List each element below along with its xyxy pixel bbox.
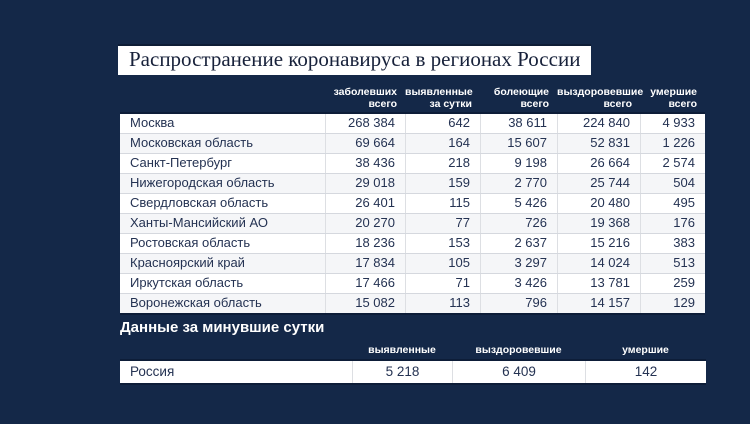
infected-total-value: 268 384 [325, 114, 405, 133]
daily-column-header-detected: выявленные [368, 344, 436, 356]
table-row [120, 274, 705, 294]
daily-recovered-value: 6 409 [452, 361, 585, 383]
infected-total-value: 17 466 [325, 274, 405, 293]
column-header-detected-daily: выявленные за сутки [405, 86, 473, 110]
column-header-recovered-total: выздоровевшие всего [557, 86, 644, 110]
table-row [120, 214, 705, 234]
recovered-total-value: 26 664 [557, 154, 640, 173]
recovered-total-value: 14 024 [557, 254, 640, 273]
region-name: Красноярский край [130, 255, 245, 270]
column-header-deaths-total: умершие всего [650, 86, 697, 110]
title-box [118, 46, 591, 75]
deaths-total-value: 176 [640, 214, 705, 233]
sick-total-value: 2 637 [480, 234, 557, 253]
detected-daily-value: 164 [405, 134, 480, 153]
sick-total-value: 796 [480, 294, 557, 313]
detected-daily-value: 159 [405, 174, 480, 193]
region-name: Иркутская область [130, 275, 244, 290]
page-title: Распространение коронавируса в регионах России [129, 47, 581, 71]
recovered-total-value: 20 480 [557, 194, 640, 213]
daily-deaths-value: 142 [585, 361, 706, 383]
deaths-total-value: 495 [640, 194, 705, 213]
daily-table-header-row [120, 344, 706, 357]
daily-detected-value: 5 218 [352, 361, 452, 383]
deaths-total-value: 2 574 [640, 154, 705, 173]
recovered-total-value: 19 368 [557, 214, 640, 233]
detected-daily-value: 218 [405, 154, 480, 173]
sick-total-value: 38 611 [480, 114, 557, 133]
region-name: Ханты-Мансийский АО [130, 215, 268, 230]
deaths-total-value: 383 [640, 234, 705, 253]
recovered-total-value: 224 840 [557, 114, 640, 133]
deaths-total-value: 259 [640, 274, 705, 293]
detected-daily-value: 71 [405, 274, 480, 293]
sick-total-value: 726 [480, 214, 557, 233]
region-name: Московская область [130, 135, 254, 150]
region-name: Свердловская область [130, 195, 269, 210]
main-table-header-row [120, 82, 705, 110]
daily-column-header-region [120, 344, 352, 357]
country-name: Россия [130, 364, 175, 379]
infected-total-value: 17 834 [325, 254, 405, 273]
table-row [120, 114, 705, 134]
infected-total-value: 26 401 [325, 194, 405, 213]
infected-total-value: 29 018 [325, 174, 405, 193]
deaths-total-value: 129 [640, 294, 705, 313]
table-row [120, 254, 705, 274]
recovered-total-value: 25 744 [557, 174, 640, 193]
sick-total-value: 5 426 [480, 194, 557, 213]
detected-daily-value: 642 [405, 114, 480, 133]
region-name: Санкт-Петербург [130, 155, 232, 170]
sick-total-value: 2 770 [480, 174, 557, 193]
sick-total-value: 3 426 [480, 274, 557, 293]
daily-table-row [120, 359, 706, 385]
detected-daily-value: 113 [405, 294, 480, 313]
table-row [120, 194, 705, 214]
detected-daily-value: 77 [405, 214, 480, 233]
region-name: Нижегородская область [130, 175, 275, 190]
infected-total-value: 69 664 [325, 134, 405, 153]
table-row [120, 294, 705, 313]
sick-total-value: 15 607 [480, 134, 557, 153]
detected-daily-value: 105 [405, 254, 480, 273]
deaths-total-value: 504 [640, 174, 705, 193]
infected-total-value: 38 436 [325, 154, 405, 173]
daily-column-header-deaths: умершие [622, 344, 669, 356]
deaths-total-value: 513 [640, 254, 705, 273]
column-header-sick-total: болеющие всего [493, 86, 549, 110]
table-row [120, 234, 705, 254]
sick-total-value: 3 297 [480, 254, 557, 273]
region-name: Воронежская область [130, 295, 262, 310]
region-name: Ростовская область [130, 235, 251, 250]
daily-column-header-recovered: выздоровевшие [475, 344, 562, 356]
table-row [120, 154, 705, 174]
column-header-infected-total: заболевших всего [333, 86, 397, 110]
region-name: Москва [130, 115, 175, 130]
regions-table [120, 112, 705, 315]
deaths-total-value: 4 933 [640, 114, 705, 133]
recovered-total-value: 14 157 [557, 294, 640, 313]
infected-total-value: 18 236 [325, 234, 405, 253]
infected-total-value: 20 270 [325, 214, 405, 233]
daily-section-heading: Данные за минувшие сутки [120, 319, 325, 336]
table-row [120, 174, 705, 194]
recovered-total-value: 52 831 [557, 134, 640, 153]
infected-total-value: 15 082 [325, 294, 405, 313]
detected-daily-value: 115 [405, 194, 480, 213]
recovered-total-value: 15 216 [557, 234, 640, 253]
table-row [120, 134, 705, 154]
recovered-total-value: 13 781 [557, 274, 640, 293]
sick-total-value: 9 198 [480, 154, 557, 173]
detected-daily-value: 153 [405, 234, 480, 253]
deaths-total-value: 1 226 [640, 134, 705, 153]
